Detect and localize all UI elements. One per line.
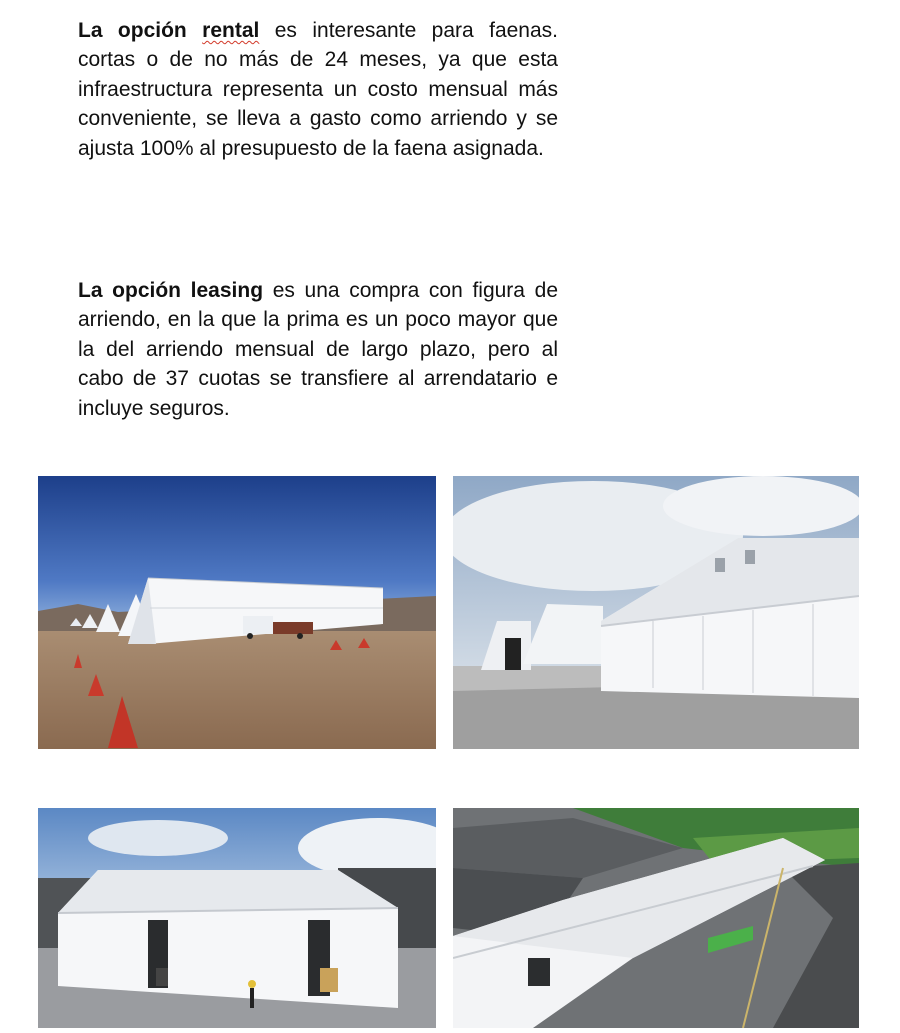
rental-text: es interesante para faenas. cortas o de no más de 24 meses, ya que esta infraestructura representa un costo mensual más conveniente, se lleva a gasto como arriendo y se ajusta 100% al presupuesto de la faena asignada. [78,19,558,160]
aerial-white-tent-warehouse-icon [453,808,859,1028]
white-tent-with-forklift-icon [38,808,436,1028]
photo-desert-tents [38,476,436,749]
row-of-white-tents-desert-icon [38,476,436,749]
leasing-text: es una compra con figura de arriendo, en la que la prima es un poco mayor que la del arriendo mensual de largo plazo, pero al cabo de 37 cuotas se transfiere al arrendatario e incluye seguros. [78,279,558,420]
photo-aerial-warehouse [453,808,859,1028]
rental-lead [78,19,259,42]
rental-lead-word: rental [202,19,260,42]
rental-lead-prefix: La opción [78,19,203,42]
photo-tent-forklift [38,808,436,1028]
leasing-lead: La opción leasing [78,279,264,302]
rental-paragraph [78,16,558,163]
large-white-warehouse-tents-icon [453,476,859,749]
photo-warehouse-tents [453,476,859,749]
leasing-paragraph [78,276,558,423]
